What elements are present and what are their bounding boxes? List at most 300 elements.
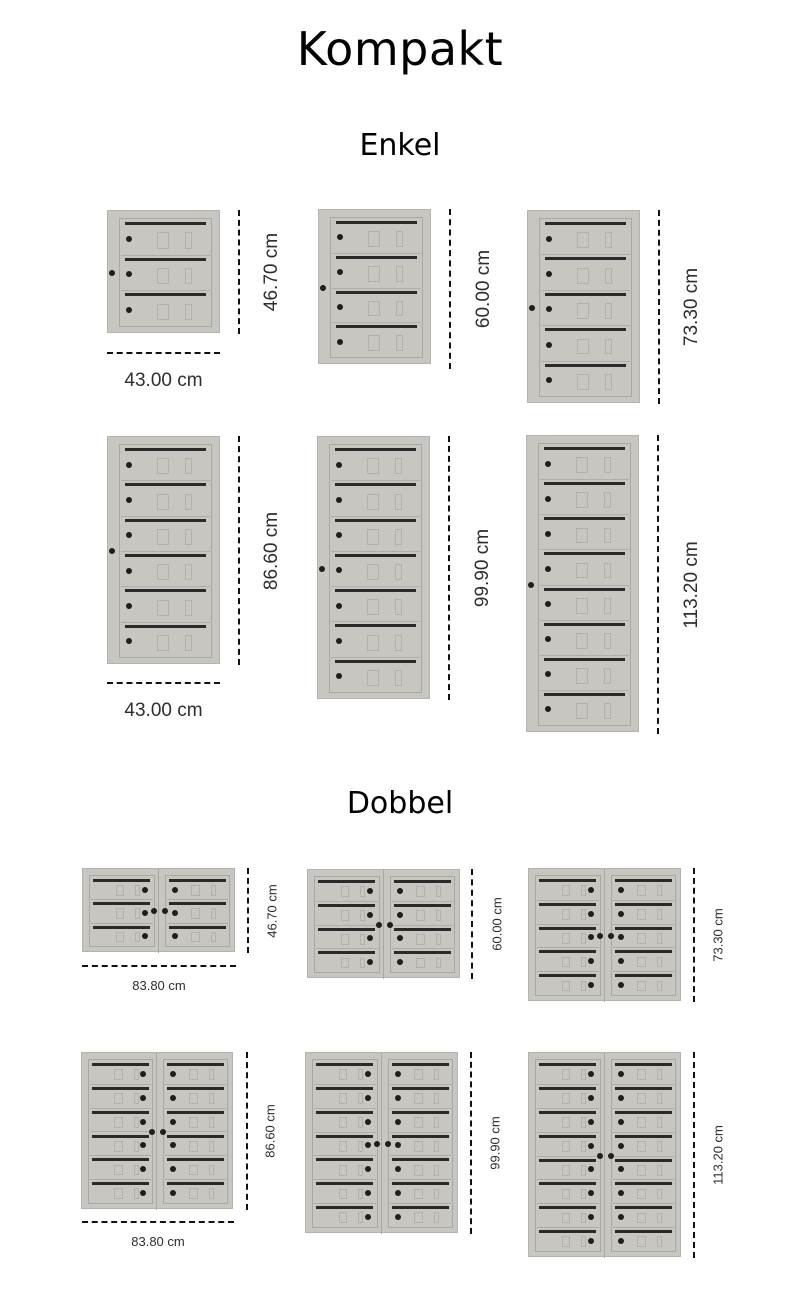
- mailbox-slot[interactable]: [537, 1061, 599, 1085]
- name-plate: [341, 910, 350, 921]
- name-plate: [434, 1189, 439, 1200]
- mailbox-slot[interactable]: [537, 1133, 599, 1157]
- mail-slit: [615, 950, 672, 953]
- mailbox-slot[interactable]: [121, 291, 210, 327]
- mail-slit: [125, 554, 207, 557]
- name-plate: [191, 885, 200, 896]
- cabinet-divider: [604, 869, 605, 1002]
- mailbox-slot[interactable]: [332, 254, 421, 289]
- name-plate: [436, 934, 441, 945]
- name-plate: [339, 1069, 348, 1080]
- lock-icon: [126, 638, 132, 644]
- cabinet-lock-icon[interactable]: [597, 933, 603, 939]
- name-plate: [434, 1212, 439, 1223]
- name-plate: [414, 1189, 423, 1200]
- name-plate: [341, 934, 350, 945]
- mailbox-slot[interactable]: [613, 1180, 675, 1204]
- mail-slit: [544, 517, 626, 520]
- mailbox-slot[interactable]: [90, 1156, 151, 1180]
- mailbox-slot[interactable]: [167, 924, 229, 947]
- mail-slit: [318, 928, 375, 931]
- height-dimension-line: [238, 436, 240, 665]
- mailbox-slot[interactable]: [613, 972, 675, 996]
- name-plate: [209, 1069, 214, 1080]
- mailbox-slot[interactable]: [392, 902, 454, 926]
- mailbox-slot[interactable]: [165, 1180, 226, 1204]
- name-plate: [576, 457, 588, 473]
- mailbox-slot[interactable]: [331, 446, 420, 481]
- name-plate: [562, 1165, 571, 1176]
- mailbox-slot[interactable]: [613, 1133, 675, 1157]
- lock-icon: [397, 959, 403, 965]
- cabinet-lock-icon[interactable]: [385, 1141, 391, 1147]
- mailbox-slot[interactable]: [390, 1085, 452, 1109]
- name-plate: [368, 231, 380, 247]
- name-plate: [134, 1117, 139, 1128]
- mail-slit: [545, 328, 627, 331]
- mailbox-slot[interactable]: [390, 1204, 452, 1228]
- name-plate: [576, 633, 588, 649]
- lock-icon: [126, 236, 132, 242]
- name-plate: [185, 529, 192, 545]
- mailbox-slot[interactable]: [392, 949, 454, 973]
- lock-icon: [395, 1214, 401, 1220]
- mailbox-column: [119, 218, 212, 327]
- cabinet-lock-icon[interactable]: [162, 908, 168, 914]
- lock-icon: [546, 306, 552, 312]
- mailbox-slot[interactable]: [314, 1061, 376, 1085]
- name-plate: [367, 670, 379, 686]
- mail-slit: [316, 1182, 373, 1185]
- name-plate: [562, 1189, 571, 1200]
- name-plate: [581, 957, 586, 968]
- lock-icon: [588, 887, 594, 893]
- mail-slit: [167, 1063, 223, 1066]
- mailbox-slot[interactable]: [540, 445, 629, 480]
- lock-icon: [172, 910, 178, 916]
- mail-slit: [392, 1206, 449, 1209]
- mailbox-column: [89, 875, 155, 947]
- mailbox-slot[interactable]: [390, 1133, 452, 1157]
- mailbox-slot[interactable]: [541, 220, 630, 255]
- name-plate: [114, 1069, 123, 1080]
- name-plate: [358, 1117, 363, 1128]
- mailbox-slot[interactable]: [390, 1180, 452, 1204]
- mailbox-slot[interactable]: [540, 515, 629, 550]
- mailbox-column: [165, 875, 231, 947]
- mailbox-slot[interactable]: [537, 1180, 599, 1204]
- mailbox-slot[interactable]: [90, 1133, 151, 1157]
- mailbox-slot[interactable]: [316, 949, 378, 973]
- mailbox-cabinet: [107, 210, 220, 333]
- mail-slit: [615, 1063, 672, 1066]
- mailbox-slot[interactable]: [541, 362, 630, 397]
- name-plate: [185, 600, 192, 616]
- mail-slit: [316, 1087, 373, 1090]
- mailbox-slot[interactable]: [165, 1156, 226, 1180]
- mailbox-slot[interactable]: [537, 972, 599, 996]
- mail-slit: [316, 1063, 373, 1066]
- height-label: 46.70 cm: [264, 883, 280, 938]
- name-plate: [416, 910, 425, 921]
- name-plate: [657, 1189, 662, 1200]
- cabinet-lock-icon[interactable]: [528, 582, 534, 588]
- name-plate: [114, 1165, 123, 1176]
- name-plate: [581, 1236, 586, 1247]
- mail-slit: [544, 588, 626, 591]
- mail-slit: [335, 448, 417, 451]
- lock-icon: [170, 1095, 176, 1101]
- mailbox-cabinet: [318, 209, 431, 364]
- name-plate: [395, 599, 402, 615]
- cabinet-divider: [156, 1053, 157, 1210]
- mailbox-slot[interactable]: [332, 323, 421, 358]
- mail-slit: [125, 258, 207, 261]
- name-plate: [604, 668, 611, 684]
- mail-slit: [316, 1135, 373, 1138]
- cabinet-lock-icon[interactable]: [160, 1129, 166, 1135]
- name-plate: [434, 1165, 439, 1176]
- name-plate: [605, 303, 612, 319]
- name-plate: [581, 1141, 586, 1152]
- name-plate: [605, 374, 612, 390]
- name-plate: [637, 933, 646, 944]
- mailbox-slot[interactable]: [121, 220, 210, 256]
- name-plate: [157, 232, 169, 248]
- name-plate: [360, 910, 365, 921]
- mail-slit: [545, 293, 627, 296]
- cabinet-lock-icon[interactable]: [320, 285, 326, 291]
- mailbox-slot[interactable]: [613, 1204, 675, 1228]
- mailbox-cabinet: [526, 435, 639, 732]
- mail-slit: [544, 623, 626, 626]
- cabinet-divider: [381, 1053, 382, 1234]
- mailbox-slot[interactable]: [90, 1109, 151, 1133]
- name-plate: [157, 494, 169, 510]
- mail-slit: [92, 1087, 148, 1090]
- mailbox-slot[interactable]: [540, 656, 629, 691]
- name-plate: [637, 909, 646, 920]
- name-plate: [189, 1117, 198, 1128]
- cabinet-lock-icon[interactable]: [608, 1153, 614, 1159]
- mailbox-slot[interactable]: [165, 1109, 226, 1133]
- lock-icon: [545, 671, 551, 677]
- lock-icon: [397, 888, 403, 894]
- name-plate: [562, 1141, 571, 1152]
- mailbox-slot[interactable]: [331, 552, 420, 587]
- name-plate: [414, 1165, 423, 1176]
- mailbox-slot[interactable]: [121, 481, 210, 516]
- name-plate: [341, 886, 350, 897]
- name-plate: [395, 494, 402, 510]
- mailbox-slot[interactable]: [537, 1204, 599, 1228]
- mailbox-slot[interactable]: [314, 1133, 376, 1157]
- height-dimension-line: [247, 868, 249, 953]
- name-plate: [114, 1141, 123, 1152]
- mailbox-slot[interactable]: [540, 691, 629, 726]
- mailbox-slot[interactable]: [332, 219, 421, 254]
- name-plate: [395, 529, 402, 545]
- name-plate: [414, 1117, 423, 1128]
- mail-slit: [545, 364, 627, 367]
- name-plate: [576, 492, 588, 508]
- lock-icon: [395, 1119, 401, 1125]
- lock-icon: [365, 1119, 371, 1125]
- cabinet-lock-icon[interactable]: [319, 566, 325, 572]
- mail-slit: [394, 951, 451, 954]
- cabinet-lock-icon[interactable]: [109, 270, 115, 276]
- name-plate: [657, 1236, 662, 1247]
- lock-icon: [365, 1142, 371, 1148]
- mailbox-slot[interactable]: [537, 925, 599, 949]
- height-label: 99.90 cm: [472, 528, 493, 608]
- lock-icon: [545, 461, 551, 467]
- name-plate: [367, 599, 379, 615]
- mail-slit: [539, 1182, 596, 1185]
- mailbox-slot[interactable]: [537, 1109, 599, 1133]
- name-plate: [157, 268, 169, 284]
- name-plate: [637, 957, 646, 968]
- cabinet-lock-icon[interactable]: [374, 1141, 380, 1147]
- page-title: Kompakt: [296, 22, 504, 76]
- name-plate: [657, 933, 662, 944]
- mailbox-slot[interactable]: [314, 1156, 376, 1180]
- name-plate: [562, 1213, 571, 1224]
- mailbox-slot[interactable]: [314, 1109, 376, 1133]
- mailbox-slot[interactable]: [121, 552, 210, 587]
- name-plate: [581, 1069, 586, 1080]
- name-plate: [157, 564, 169, 580]
- mailbox-slot[interactable]: [613, 1157, 675, 1181]
- mailbox-slot[interactable]: [390, 1156, 452, 1180]
- mail-slit: [392, 1087, 449, 1090]
- name-plate: [581, 1189, 586, 1200]
- mailbox-slot[interactable]: [314, 1085, 376, 1109]
- lock-icon: [126, 603, 132, 609]
- width-label: 43.00 cm: [124, 700, 203, 721]
- name-plate: [368, 301, 380, 317]
- height-label: 46.70 cm: [261, 232, 282, 312]
- mailbox-slot[interactable]: [540, 480, 629, 515]
- mailbox-slot[interactable]: [613, 948, 675, 972]
- mailbox-slot[interactable]: [91, 900, 153, 923]
- mailbox-slot[interactable]: [121, 623, 210, 658]
- mailbox-slot[interactable]: [314, 1204, 376, 1228]
- mailbox-slot[interactable]: [90, 1085, 151, 1109]
- mailbox-slot[interactable]: [613, 1085, 675, 1109]
- mail-slit: [544, 482, 626, 485]
- height-label: 73.30 cm: [710, 908, 726, 962]
- mailbox-slot[interactable]: [331, 587, 420, 622]
- lock-icon: [336, 567, 342, 573]
- mailbox-cabinet: [107, 436, 220, 664]
- cabinet-lock-icon[interactable]: [608, 933, 614, 939]
- name-plate: [637, 1117, 646, 1128]
- section-title-dobbel: Dobbel: [346, 786, 454, 821]
- lock-icon: [140, 1166, 146, 1172]
- mailbox-slot[interactable]: [121, 446, 210, 481]
- cabinet-lock-icon[interactable]: [529, 305, 535, 311]
- mailbox-slot[interactable]: [613, 877, 675, 901]
- mailbox-slot[interactable]: [392, 878, 454, 902]
- mailbox-slot[interactable]: [613, 1109, 675, 1133]
- mailbox-column: [535, 875, 601, 996]
- lock-icon: [337, 269, 343, 275]
- lock-icon: [142, 933, 148, 939]
- name-plate: [189, 1188, 198, 1199]
- mailbox-column: [312, 1059, 378, 1228]
- mailbox-slot[interactable]: [167, 900, 229, 923]
- mailbox-slot[interactable]: [537, 948, 599, 972]
- name-plate: [604, 528, 611, 544]
- mailbox-slot[interactable]: [91, 924, 153, 947]
- mailbox-slot[interactable]: [613, 1228, 675, 1252]
- mailbox-column: [611, 875, 677, 996]
- name-plate: [185, 304, 192, 320]
- mail-slit: [316, 1158, 373, 1161]
- lock-icon: [365, 1214, 371, 1220]
- mailbox-slot[interactable]: [316, 902, 378, 926]
- name-plate: [581, 1213, 586, 1224]
- lock-icon: [126, 307, 132, 313]
- name-plate: [562, 1236, 571, 1247]
- name-plate: [157, 304, 169, 320]
- lock-icon: [588, 1214, 594, 1220]
- lock-icon: [545, 636, 551, 642]
- mailbox-slot[interactable]: [165, 1085, 226, 1109]
- mailbox-slot[interactable]: [390, 1061, 452, 1085]
- mailbox-slot[interactable]: [165, 1133, 226, 1157]
- lock-icon: [588, 1166, 594, 1172]
- lock-icon: [140, 1190, 146, 1196]
- height-dimension-line: [657, 435, 659, 734]
- mailbox-slot[interactable]: [541, 291, 630, 326]
- name-plate: [358, 1093, 363, 1104]
- name-plate: [637, 1141, 646, 1152]
- mailbox-slot[interactable]: [165, 1061, 226, 1085]
- name-plate: [562, 885, 571, 896]
- mailbox-slot[interactable]: [331, 481, 420, 516]
- mailbox-slot[interactable]: [390, 1109, 452, 1133]
- mailbox-slot[interactable]: [541, 326, 630, 361]
- name-plate: [562, 981, 571, 992]
- name-plate: [414, 1069, 423, 1080]
- mailbox-slot[interactable]: [331, 658, 420, 693]
- mail-slit: [316, 1111, 373, 1114]
- mailbox-slot[interactable]: [537, 1157, 599, 1181]
- mail-slit: [539, 974, 596, 977]
- cabinet-lock-icon[interactable]: [149, 1129, 155, 1135]
- name-plate: [134, 1069, 139, 1080]
- mail-slit: [335, 660, 417, 663]
- cabinet-divider: [604, 1053, 605, 1258]
- mailbox-slot[interactable]: [537, 877, 599, 901]
- name-plate: [657, 885, 662, 896]
- height-dimension-line: [693, 1052, 695, 1258]
- mail-slit: [335, 483, 417, 486]
- height-dimension-line: [238, 210, 240, 334]
- cabinet-lock-icon[interactable]: [151, 908, 157, 914]
- mailbox-slot[interactable]: [121, 256, 210, 292]
- lock-icon: [618, 1214, 624, 1220]
- mail-slit: [615, 1111, 672, 1114]
- name-plate: [157, 600, 169, 616]
- mailbox-slot[interactable]: [90, 1180, 151, 1204]
- lock-icon: [395, 1166, 401, 1172]
- name-plate: [157, 529, 169, 545]
- name-plate: [185, 268, 192, 284]
- name-plate: [339, 1212, 348, 1223]
- mail-slit: [318, 904, 375, 907]
- name-plate: [358, 1189, 363, 1200]
- mailbox-slot[interactable]: [392, 926, 454, 950]
- mailbox-slot[interactable]: [121, 587, 210, 622]
- lock-icon: [336, 638, 342, 644]
- lock-icon: [545, 566, 551, 572]
- name-plate: [414, 1093, 423, 1104]
- name-plate: [657, 957, 662, 968]
- mailbox-slot[interactable]: [613, 901, 675, 925]
- name-plate: [185, 494, 192, 510]
- name-plate: [637, 1189, 646, 1200]
- mail-slit: [392, 1111, 449, 1114]
- mailbox-slot[interactable]: [167, 877, 229, 900]
- height-label: 99.90 cm: [487, 1116, 503, 1170]
- cabinet-lock-icon[interactable]: [376, 922, 382, 928]
- mailbox-slot[interactable]: [540, 586, 629, 621]
- cabinet-lock-icon[interactable]: [387, 922, 393, 928]
- mailbox-slot[interactable]: [90, 1061, 151, 1085]
- mail-slit: [539, 879, 596, 882]
- mailbox-slot[interactable]: [537, 1228, 599, 1252]
- mailbox-slot[interactable]: [316, 926, 378, 950]
- mailbox-slot[interactable]: [613, 925, 675, 949]
- mailbox-slot[interactable]: [314, 1180, 376, 1204]
- name-plate: [185, 635, 192, 651]
- lock-icon: [365, 1095, 371, 1101]
- mailbox-slot[interactable]: [613, 1061, 675, 1085]
- name-plate: [396, 231, 403, 247]
- mailbox-slot[interactable]: [540, 621, 629, 656]
- mailbox-slot[interactable]: [540, 550, 629, 585]
- mail-slit: [125, 222, 207, 225]
- height-label: 113.20 cm: [681, 540, 702, 629]
- mailbox-slot[interactable]: [332, 289, 421, 324]
- mail-slit: [615, 903, 672, 906]
- name-plate: [209, 1093, 214, 1104]
- mailbox-slot[interactable]: [316, 878, 378, 902]
- mailbox-slot[interactable]: [541, 255, 630, 290]
- mailbox-slot[interactable]: [537, 901, 599, 925]
- name-plate: [339, 1165, 348, 1176]
- mailbox-slot[interactable]: [91, 877, 153, 900]
- mail-slit: [169, 926, 226, 929]
- mailbox-slot[interactable]: [331, 622, 420, 657]
- mailbox-slot[interactable]: [537, 1085, 599, 1109]
- lock-icon: [618, 887, 624, 893]
- lock-icon: [618, 1166, 624, 1172]
- mail-slit: [93, 926, 150, 929]
- mailbox-slot[interactable]: [331, 517, 420, 552]
- lock-icon: [588, 958, 594, 964]
- lock-icon: [126, 497, 132, 503]
- cabinet-lock-icon[interactable]: [109, 548, 115, 554]
- name-plate: [434, 1069, 439, 1080]
- height-label: 113.20 cm: [710, 1125, 726, 1185]
- mail-slit: [169, 902, 226, 905]
- mailbox-slot[interactable]: [121, 517, 210, 552]
- cabinet-lock-icon[interactable]: [597, 1153, 603, 1159]
